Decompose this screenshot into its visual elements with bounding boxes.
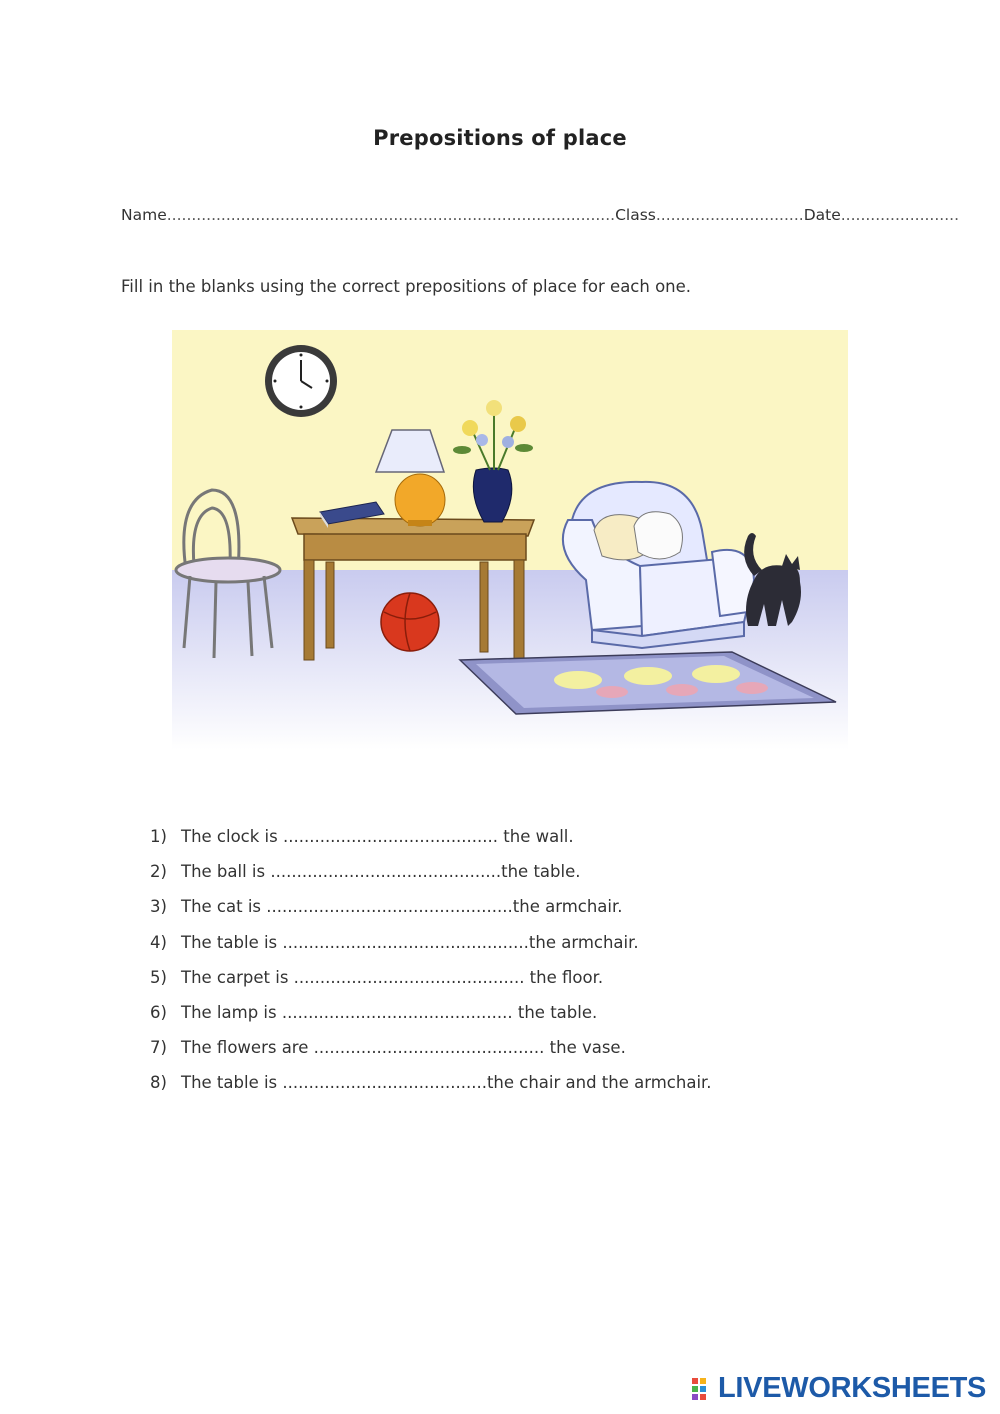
question-item — [150, 861, 712, 896]
question-text[interactable]: The flowers are ............................................ the vase. — [181, 1038, 626, 1058]
instruction-text: Fill in the blanks using the correct prepositions of place for each one. — [121, 277, 692, 296]
question-item — [150, 932, 712, 967]
question-text[interactable]: The lamp is ............................................ the table. — [181, 1002, 598, 1022]
question-text[interactable]: The carpet is ............................................ the floor. — [181, 967, 604, 987]
worksheet-title: Prepositions of place — [373, 126, 627, 150]
question-text[interactable]: The table is ...............................................the armchair. — [181, 932, 639, 952]
question-number: 2) — [150, 862, 167, 882]
question-text[interactable]: The table is .......................................the chair and the armchair. — [181, 1073, 712, 1093]
question-item — [150, 826, 712, 861]
cushion-icon — [594, 512, 682, 560]
room-illustration — [172, 330, 848, 750]
question-number: 7) — [150, 1038, 167, 1058]
question-text[interactable]: The cat is ...............................................the armchair. — [181, 897, 623, 917]
student-info-line — [121, 206, 959, 224]
brand-name: LIVEWORKSHEETS — [718, 1372, 987, 1404]
question-number: 6) — [150, 1002, 167, 1022]
clock-icon — [265, 345, 337, 417]
question-item — [150, 1072, 712, 1107]
question-number: 4) — [150, 932, 167, 952]
question-item — [150, 1037, 712, 1072]
date-blank[interactable]: ........................ — [840, 206, 959, 224]
class-blank[interactable]: .............................. — [655, 206, 804, 224]
question-list — [150, 826, 712, 1108]
date-label: Date — [803, 206, 841, 224]
ball-icon — [381, 593, 439, 651]
question-number: 8) — [150, 1073, 167, 1093]
question-number: 5) — [150, 967, 167, 987]
question-text[interactable]: The clock is ......................................... the wall. — [181, 827, 574, 846]
class-label: Class — [615, 206, 656, 224]
question-item — [150, 967, 712, 1002]
name-label: Name — [121, 206, 167, 224]
question-number: 1) — [150, 827, 167, 846]
liveworksheets-logo-icon — [692, 1378, 714, 1402]
question-item — [150, 1002, 712, 1037]
liveworksheets-brand[interactable] — [692, 1372, 992, 1408]
question-text[interactable]: The ball is ............................................the table. — [181, 862, 581, 882]
question-item — [150, 896, 712, 931]
question-number: 3) — [150, 897, 167, 917]
name-blank[interactable]: ........................................................................................... — [166, 206, 616, 224]
